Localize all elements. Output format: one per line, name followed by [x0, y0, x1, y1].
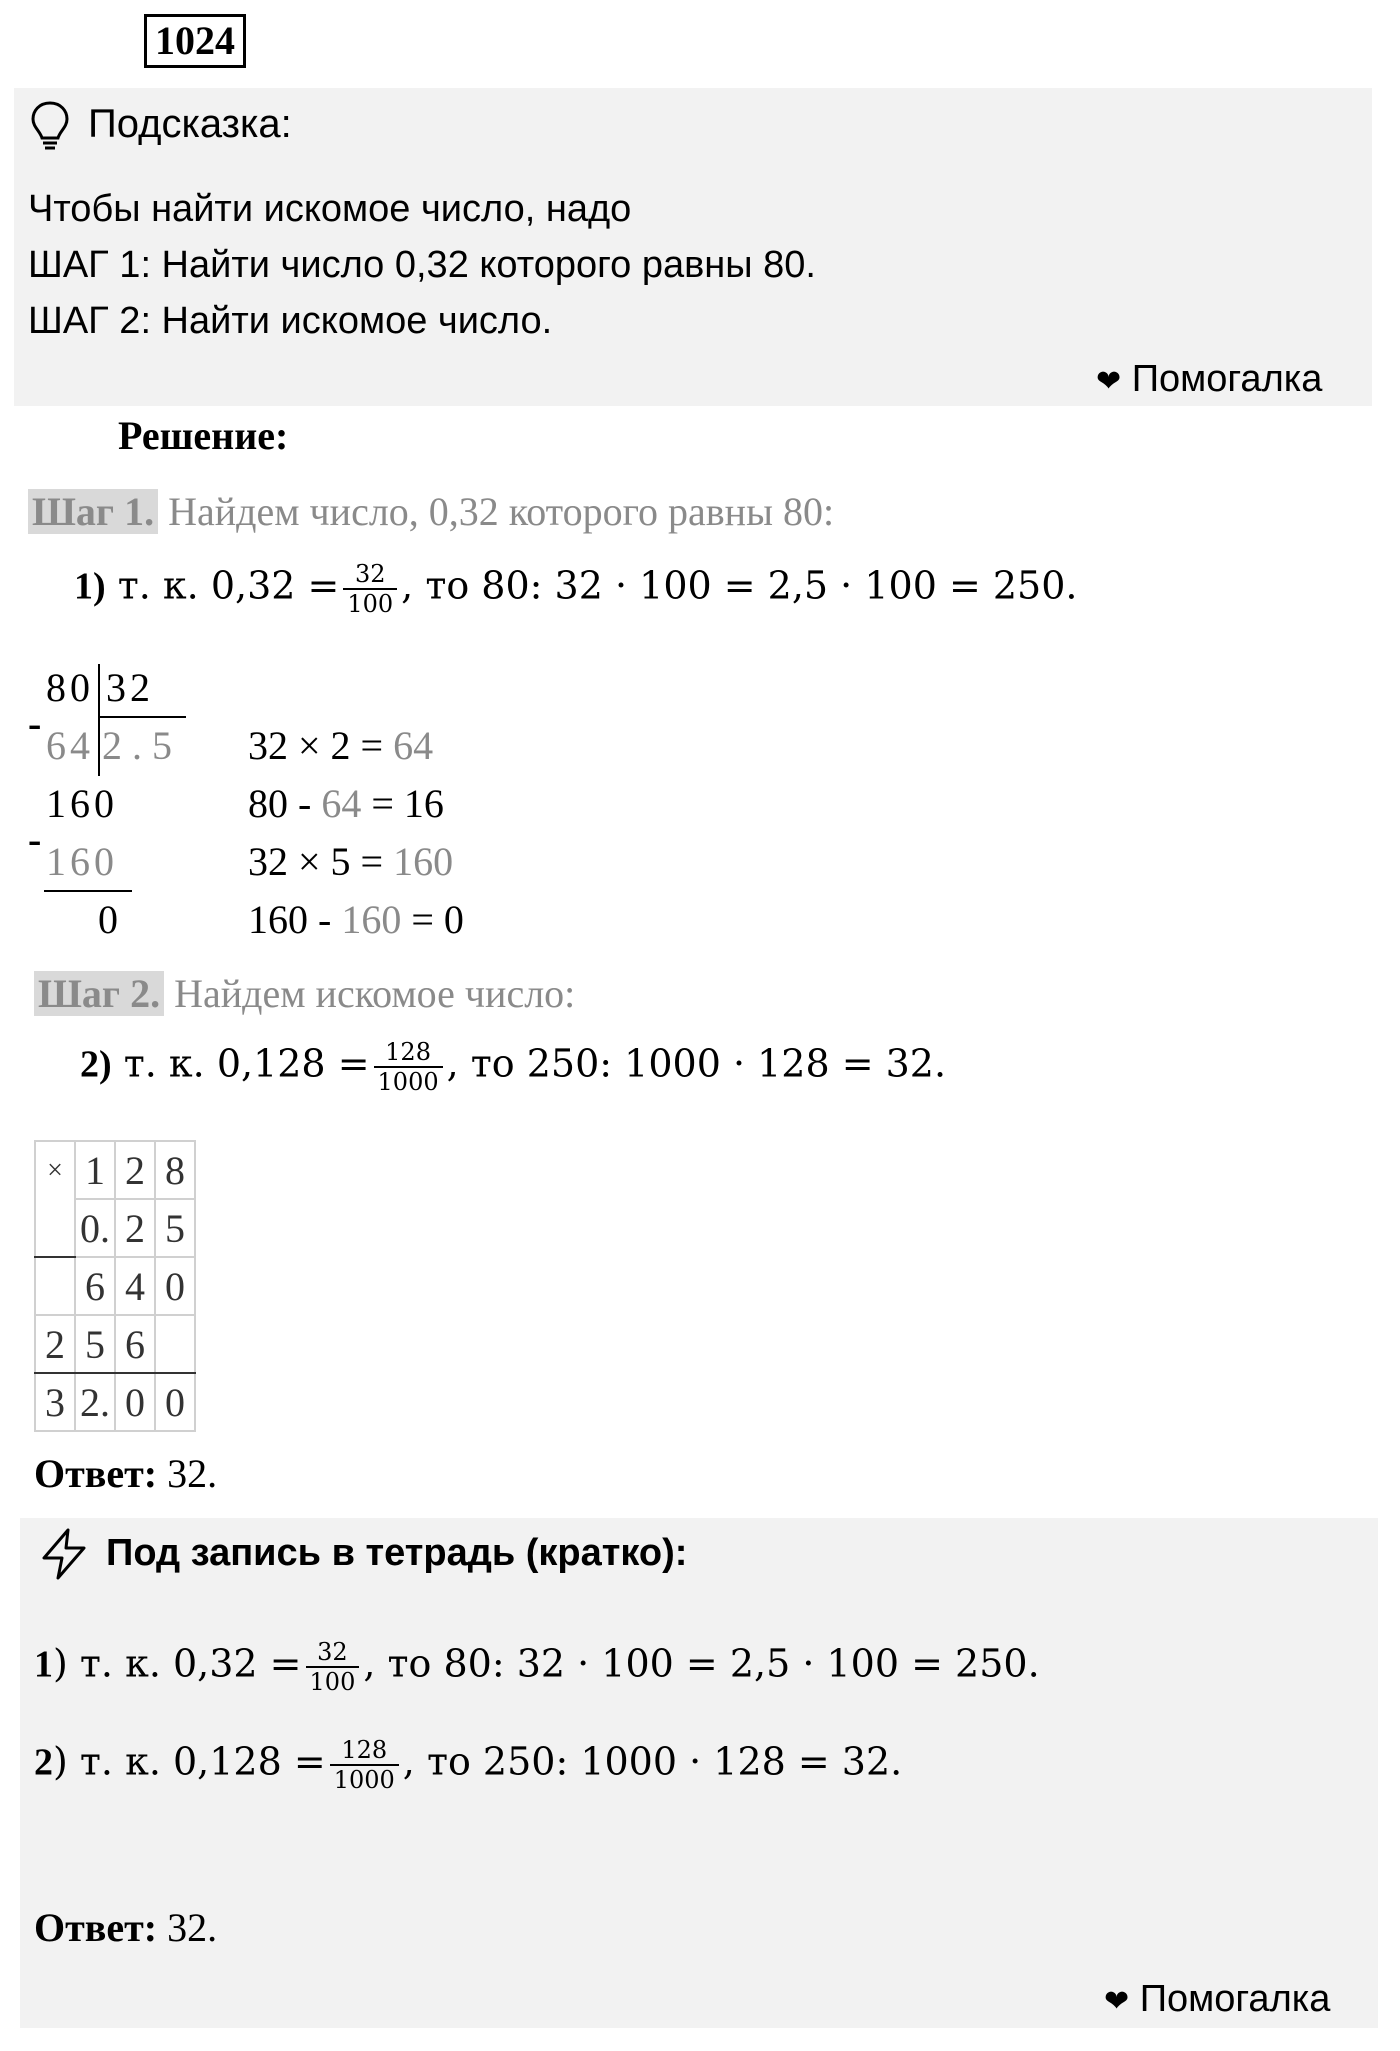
- answer-label: Ответ:: [34, 1451, 158, 1496]
- notebook-line-2-fraction: [330, 1736, 399, 1794]
- lightning-icon: [36, 1526, 92, 1582]
- heart-icon: ❤: [1104, 1985, 1130, 2018]
- note-4-g: 160: [341, 897, 402, 942]
- grid-cell: 0: [155, 1257, 195, 1315]
- notebook-answer-value: 32.: [157, 1905, 218, 1950]
- grid-cell: 5: [155, 1199, 195, 1257]
- step-2-fraction: [374, 1038, 443, 1096]
- notebook-line-2-num: 128: [330, 1736, 399, 1766]
- step-2-frac-den: 1000: [377, 1068, 439, 1096]
- grid-cell: [35, 1199, 75, 1257]
- step-2-eq-b: , то 250: 1000 · 128 = 32.: [446, 1041, 947, 1086]
- notebook-brand-label: Помогалка: [1139, 1978, 1331, 2020]
- notebook-title: Под запись в тетрадь (кратко):: [106, 1532, 688, 1574]
- grid-cell: 5: [75, 1315, 115, 1373]
- notebook-line-1-prefix: 1: [34, 1643, 53, 1686]
- notebook-line-1-num: 32: [306, 1638, 360, 1668]
- step-2-frac-num: 128: [374, 1038, 443, 1068]
- grid-row: [35, 1257, 195, 1315]
- step-2-text: Найдем искомое число:: [164, 971, 576, 1016]
- division-sub-1: 64: [46, 723, 94, 768]
- hint-step-2-label: ШАГ 2:: [28, 300, 151, 342]
- hint-step-1-text: Найти число 0,32 которого равны 80.: [151, 244, 816, 286]
- step-1-frac-den: 100: [347, 590, 394, 618]
- step-1-eq-a: т. к. 0,32 =: [105, 563, 340, 608]
- note-3-a: 32 × 5 =: [248, 839, 394, 884]
- hint-step-2-text: Найти искомое число.: [151, 300, 553, 342]
- grid-row: [35, 1373, 195, 1431]
- grid-row: [35, 1315, 195, 1373]
- hint-line-1: Чтобы найти искомое число, надо: [28, 188, 632, 230]
- hint-step-2: [28, 300, 552, 343]
- step-2-label: Шаг 2.: [34, 971, 164, 1016]
- notebook-line-1-b: , то 80: 32 · 100 = 2,5 · 100 = 250.: [363, 1641, 1040, 1686]
- division-dividend: 80: [46, 665, 94, 710]
- notebook-answer: [34, 1904, 217, 1951]
- grid-cell: 8: [155, 1141, 195, 1199]
- division-note-3: [248, 838, 453, 885]
- step-1-eq-b: , то 80: 32 · 100 = 2,5 · 100 = 250.: [401, 563, 1078, 608]
- step-1-label: Шаг 1.: [28, 489, 158, 534]
- hint-brand-label: Помогалка: [1131, 358, 1323, 400]
- notebook-line-1-fraction: [306, 1638, 360, 1696]
- notebook-line-2-prefix: 2: [34, 1741, 53, 1784]
- multiplication-grid: [34, 1140, 196, 1432]
- solution-heading: Решение:: [118, 413, 289, 458]
- grid-cell: 3: [35, 1373, 75, 1431]
- division-horizontal-line: [98, 716, 186, 718]
- grid-cell: 2: [115, 1199, 155, 1257]
- hint-step-1: [28, 244, 816, 287]
- grid-cell: [35, 1257, 75, 1315]
- notebook-line-1: [34, 1638, 1040, 1696]
- division-minus-1: -: [28, 701, 42, 746]
- step-1-eq-prefix: 1): [74, 565, 106, 608]
- note-2-a: 80 -: [248, 781, 322, 826]
- note-2-g: 64: [321, 781, 362, 826]
- grid-cell: 2.: [75, 1373, 115, 1431]
- hint-step-1-label: ШАГ 1:: [28, 244, 151, 286]
- grid-row: [35, 1141, 195, 1199]
- solution-answer: [34, 1450, 217, 1497]
- division-sub-2: 160: [46, 839, 118, 884]
- grid-cell: 2: [115, 1141, 155, 1199]
- division-result-line: [44, 890, 132, 892]
- grid-row: [35, 1199, 195, 1257]
- grid-cell: 2: [35, 1315, 75, 1373]
- hint-brand: [1096, 358, 1322, 401]
- division-remainder-2: 0: [98, 897, 118, 942]
- notebook-line-2: [34, 1736, 902, 1794]
- grid-cell: 0: [115, 1373, 155, 1431]
- note-4-a: 160 -: [248, 897, 342, 942]
- step-2-heading: [34, 970, 575, 1017]
- note-1-a: 32 × 2 =: [248, 723, 394, 768]
- division-quotient: 2 . 5: [102, 723, 172, 768]
- step-1-text: Найдем число, 0,32 которого равны 80:: [158, 489, 835, 534]
- grid-cell: 0: [155, 1373, 195, 1431]
- grid-cell: 6: [75, 1257, 115, 1315]
- note-1-b: 64: [393, 723, 434, 768]
- grid-cell: 6: [115, 1315, 155, 1373]
- notebook-line-2-b: , то 250: 1000 · 128 = 32.: [402, 1739, 903, 1784]
- note-2-b: = 16: [361, 781, 444, 826]
- problem-number: 1024: [144, 14, 246, 68]
- notebook-brand: [1104, 1978, 1330, 2021]
- step-2-equation: [80, 1038, 946, 1096]
- division-vertical-line: [98, 664, 100, 776]
- grid-cell: 0.: [75, 1199, 115, 1257]
- division-minus-2: -: [28, 817, 42, 862]
- notebook-line-1-a: ) т. к. 0,32 =: [53, 1641, 302, 1686]
- division-divisor: 32: [106, 665, 154, 710]
- notebook-answer-label: Ответ:: [34, 1905, 158, 1950]
- note-4-b: = 0: [401, 897, 464, 942]
- note-3-b: 160: [393, 839, 454, 884]
- step-1-heading: [28, 488, 834, 535]
- step-1-frac-num: 32: [343, 560, 397, 590]
- answer-value: 32.: [157, 1451, 218, 1496]
- notebook-line-2-den: 1000: [333, 1766, 395, 1794]
- division-note-1: [248, 722, 433, 769]
- lightbulb-icon: [30, 100, 70, 152]
- multiply-sign: ×: [35, 1141, 75, 1199]
- grid-cell: 1: [75, 1141, 115, 1199]
- step-2-eq-prefix: 2): [80, 1043, 112, 1086]
- heart-icon: ❤: [1096, 365, 1122, 398]
- notebook-line-2-a: ) т. к. 0,128 =: [53, 1739, 326, 1784]
- division-note-2: [248, 780, 444, 827]
- grid-cell: 4: [115, 1257, 155, 1315]
- step-1-fraction: [343, 560, 397, 618]
- step-2-eq-a: т. к. 0,128 =: [111, 1041, 370, 1086]
- hint-title: Подсказка:: [88, 102, 292, 146]
- division-remainder-1: 160: [46, 781, 118, 826]
- step-1-equation: [74, 560, 1077, 618]
- division-note-4: [248, 896, 464, 943]
- grid-cell: [155, 1315, 195, 1373]
- notebook-line-1-den: 100: [309, 1668, 356, 1696]
